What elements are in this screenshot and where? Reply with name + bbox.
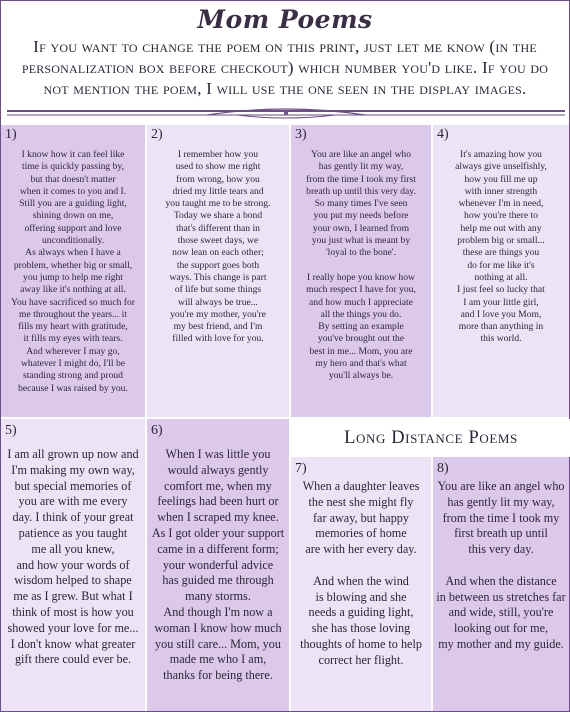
poem-cell-2[interactable] [147,125,289,417]
poem-number: 5) [5,423,17,438]
poem-text: I remember how you used to show me right from wrong, how you dried my little tears and you taught me to be strong. Today we share a bond that's different than in those sweet days, we now lean on each other; the support goes both ways. This change is part of life but some things will always be true... you're my mother, you're my best friend, and I'm filled with love for you. [165,149,271,345]
poem-text: You are like an angel who has gently lit my way, from the time I took my first breath up until this very day. And when the distance in between us stretches far and wide, still, you're looking out for me, my mother and my guide. [436,479,566,651]
poem-number: 2) [151,127,163,142]
poem-text: I am all grown up now and I'm making my own way, but special memories of you are with me every day. I think of your great patience as you taught me all you knew, and how your words of wisdom helped to shape me as I grew. But what I think of most is how you showed your love for me... I don't know what greater gift there could ever be. [7,447,139,667]
page-title: Mom Poems [197,5,373,34]
poem-cell-4[interactable] [433,125,569,417]
poem-number: 6) [151,423,163,438]
divider-flourish [7,105,565,123]
poem-cell-6[interactable] [147,419,289,711]
poem-cell-1[interactable] [1,125,145,417]
poem-text: I know how it can feel like time is quickly passing by, but that doesn't matter when it comes to you and I. Still you are a guiding light, shining down on me, offering support and love unconditionally. As always when I have a problem, whether big or small, you jump to help me right away like it's nothing at all. You have sacrificed so much for me throughout the years... it fills my heart with gratitude, it fills my eyes with tears. And wherever I may go, whatever I might do, I'll be standing strong and proud because I was raised by you. [11,149,135,394]
poem-cell-7[interactable] [291,457,431,711]
poem-text: It's amazing how you always give unselfishly, how you fill me up with inner strength whenever I'm in need, how you're there to help me out with any problem big or small... these are things you do for me like it's nothing at all. I just feel so lucky that I am your little girl, and I love you Mom, more than anything in this world. [455,149,547,345]
poem-number: 4) [437,127,449,142]
poem-cell-5[interactable] [1,419,145,711]
poem-number: 8) [437,461,449,476]
poem-number: 7) [295,461,307,476]
section-title-long-distance: Long Distance Poems [291,419,570,457]
header [1,1,569,125]
poem-cell-3[interactable] [291,125,431,417]
poem-number: 1) [5,127,17,142]
poem-text: When a daughter leaves the nest she might fly far away, but happy memories of home are with her every day. And when the wind is blowing and she needs a guiding light, she has those loving thoughts of home to help correct her flight. [300,479,422,667]
poem-text: When I was little you would always gently comfort me, when my feelings had been hurt or when I scraped my knee. As I got older your support came in a different form; your wonderful advice has guided me through many storms. And though I'm now a woman I know how much you still care... Mom, you made me who I am, thanks for being there. [151,447,285,683]
intro-text: If you want to change the poem on this print, just let me know (in the personalization box before checkout) which number you'd like. If you do not mention the poem, I will use the one seen in the display images. [21,37,549,98]
poem-cell-8[interactable] [433,457,569,711]
poem-text: You are like an angel who has gently lit my way, from the time I took my first breath up until this very day. So many times I've seen you put my needs before your own, I learned from you just what is meant by 'loyal to the bone'. I really hope you know how much respect I have for you, and how much I appreciate all the things you do. By setting an example you've brought out the best in me... Mom, you are my hero and that's what you'll always be. [306,149,416,382]
poem-number: 3) [295,127,307,142]
